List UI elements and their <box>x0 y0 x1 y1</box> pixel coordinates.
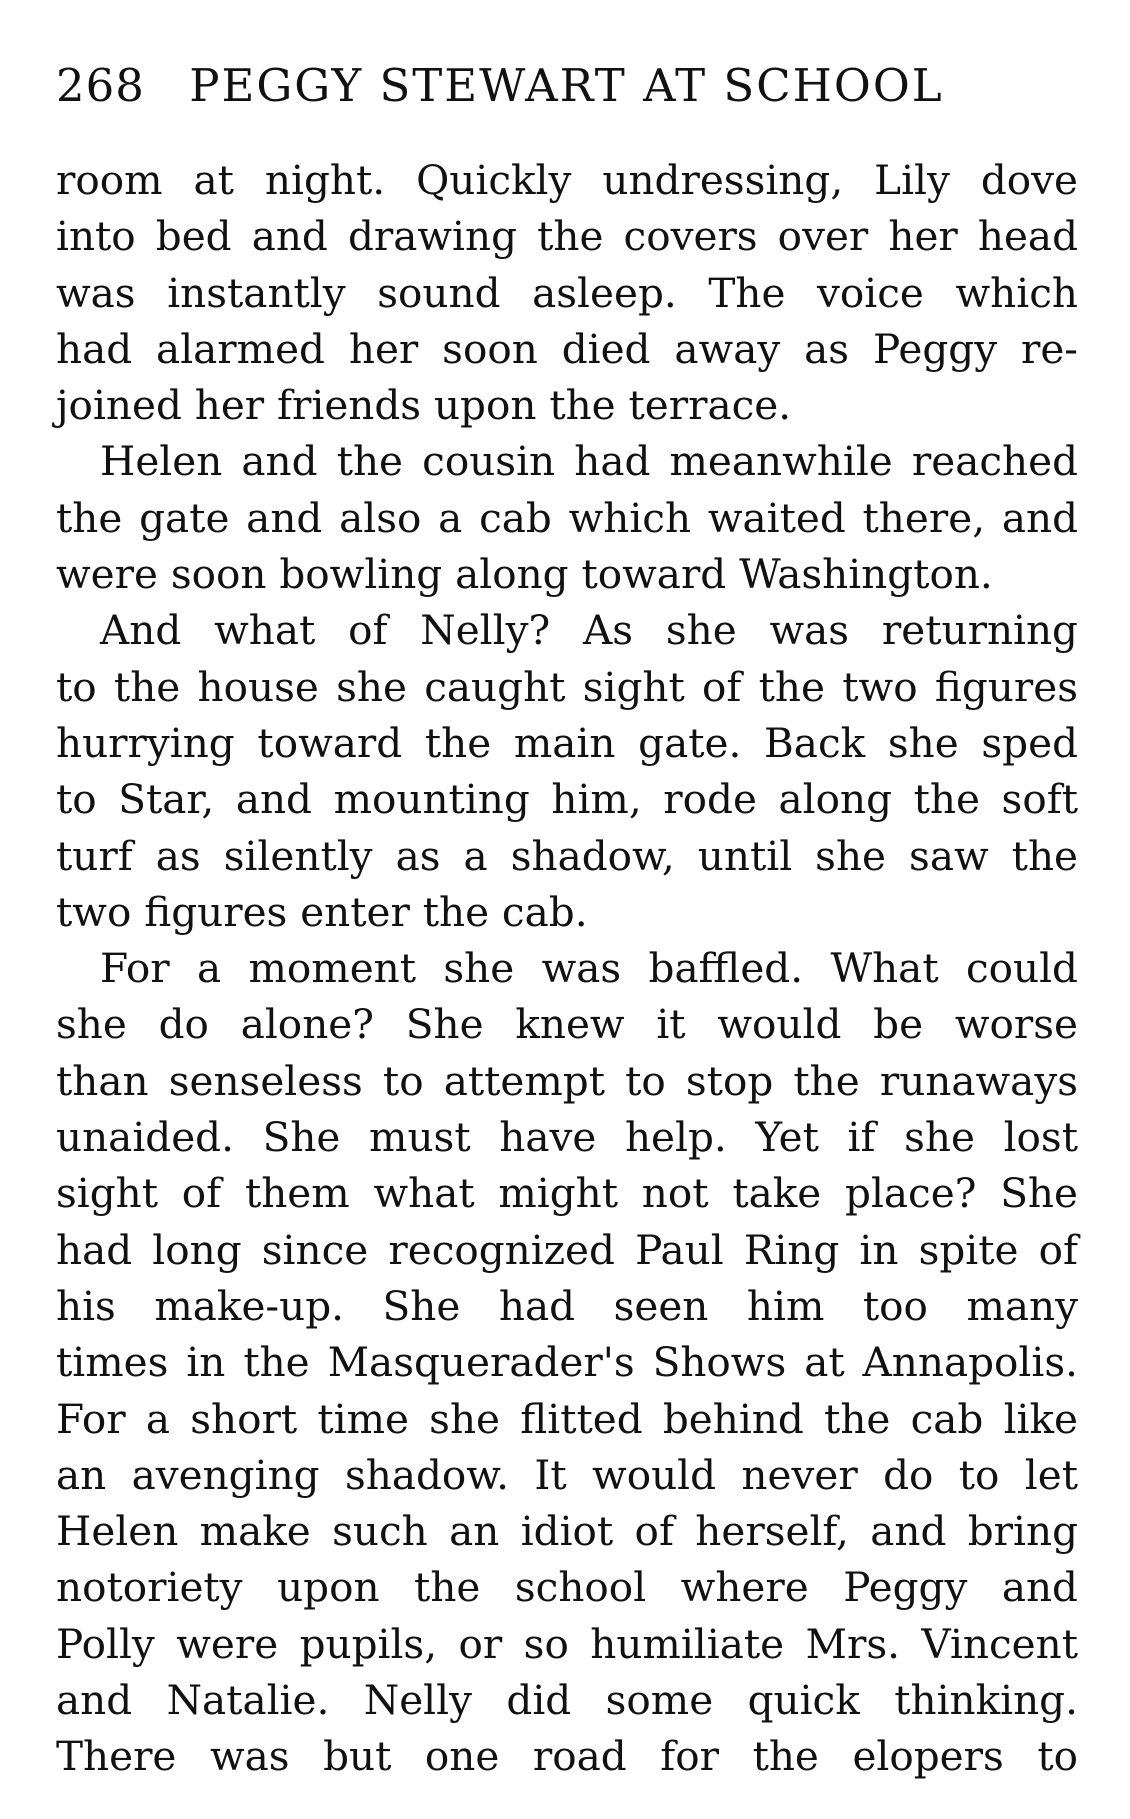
text-line: joined her friends upon the terrace. <box>56 381 792 430</box>
text-line: were soon bowling along toward Washington. <box>56 550 993 599</box>
book-page <box>56 0 1078 1819</box>
text-line: And what of Nelly? As she was returning <box>100 606 1078 655</box>
text-line: to the house she caught sight of the two figures <box>56 662 1078 711</box>
text-line: turf as silently as a shadow, until she saw the <box>56 831 1078 880</box>
text-line: Helen make such an idiot of herself, and bring <box>56 1507 1078 1556</box>
text-line: had alarmed her soon died away as Peggy re- <box>56 324 1078 373</box>
text-line: than senseless to attempt to stop the runaways <box>56 1056 1078 1105</box>
text-line: sight of them what might not take place? She <box>56 1169 1078 1218</box>
text-line: had long since recognized Paul Ring in spite of <box>56 1225 1078 1274</box>
text-line: For a moment she was baffled. What could <box>100 944 1078 993</box>
running-title: PEGGY STEWART AT SCHOOL <box>189 59 944 112</box>
text-line: There was but one road for the elopers to <box>56 1732 1078 1781</box>
text-line: Polly were pupils, or so humiliate Mrs. Vincent <box>56 1619 1078 1668</box>
text-line: an avenging shadow. It would never do to let <box>56 1450 1078 1499</box>
text-line: notoriety upon the school where Peggy and <box>56 1563 1078 1612</box>
text-line: she do alone? She knew it would be worse <box>56 1000 1078 1049</box>
text-line: his make-up. She had seen him too many <box>56 1281 1078 1330</box>
body-text <box>56 152 1078 1785</box>
text-line: the gate and also a cab which waited there, and <box>56 493 1078 542</box>
text-line: and Natalie. Nelly did some quick thinking. <box>56 1676 1078 1725</box>
text-line: two figures enter the cab. <box>56 887 588 936</box>
text-line: room at night. Quickly undressing, Lily dove <box>56 156 1078 204</box>
text-line: For a short time she flitted behind the cab like <box>56 1394 1078 1443</box>
text-line: times in the Masquerader's Shows at Annapolis. <box>56 1338 1078 1387</box>
text-line: into bed and drawing the covers over her head <box>56 212 1078 261</box>
text-line: to Star, and mounting him, rode along the soft <box>56 775 1078 824</box>
page-header <box>56 58 1078 114</box>
page-number: 268 <box>56 59 145 112</box>
text-line: Helen and the cousin had meanwhile reached <box>100 437 1078 486</box>
text-line: was instantly sound asleep. The voice which <box>56 268 1078 317</box>
text-line: hurrying toward the main gate. Back she sped <box>56 718 1078 767</box>
text-line: unaided. She must have help. Yet if she lost <box>56 1113 1078 1162</box>
